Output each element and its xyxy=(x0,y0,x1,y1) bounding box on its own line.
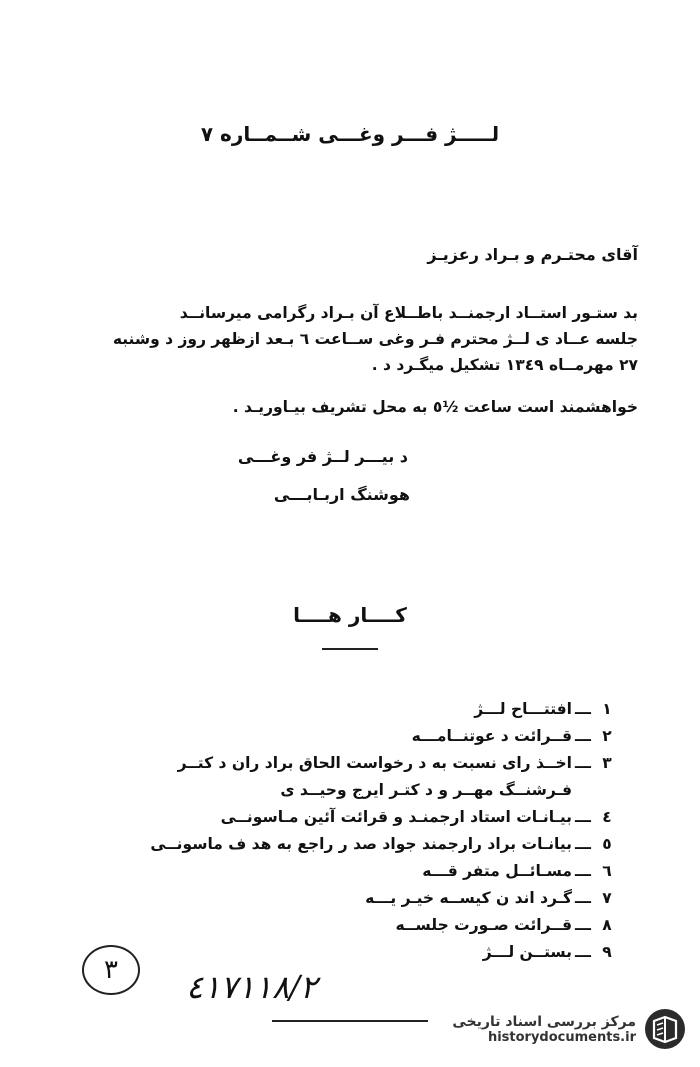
agenda-item-text: مسـائــل متفر قـــه xyxy=(422,862,572,880)
body-line: جلسه عــاد ی لــژ محترم فـر وغی ســاعت ٦ بـعد ازظهر روز د وشنبه xyxy=(112,330,638,348)
agenda-item xyxy=(60,727,620,754)
watermark xyxy=(452,1008,686,1050)
agenda-list xyxy=(60,700,620,970)
watermark-text-fa: مرکز بررسی اسناد تاریخی xyxy=(452,1013,636,1030)
salutation: آقای محتـرم و بـراد رعزیـز xyxy=(427,245,638,264)
agenda-item-dash: ـــ xyxy=(575,808,591,826)
agenda-item-dash: ـــ xyxy=(575,889,591,907)
agenda-item-number: ۱ xyxy=(602,700,612,718)
agenda-item xyxy=(60,916,620,943)
signature-role: د بیـــر لــژ فر وغـــی xyxy=(237,447,408,466)
agenda-item-dash: ـــ xyxy=(575,835,591,853)
signature-name: هوشنگ اربـابـــی xyxy=(273,485,410,504)
agenda-item-continuation xyxy=(60,781,620,808)
agenda-item-text: قــرائت صـورت جلســه xyxy=(395,916,572,934)
agenda-item-number: ۷ xyxy=(602,889,612,907)
agenda-item-dash: ـــ xyxy=(575,943,591,961)
agenda-item-text: بستــن لـــژ xyxy=(482,943,572,961)
agenda-item-dash: ـــ xyxy=(575,862,591,880)
agenda-item-text: بیـانـات استاد ارجمنـد و قرائت آئین مـاسونــی xyxy=(220,808,572,826)
agenda-item-text: افتتـــاح لـــژ xyxy=(474,700,572,718)
page-number-circle xyxy=(82,945,140,995)
watermark-text xyxy=(452,1014,636,1045)
agenda-item-dash: ـــ xyxy=(575,754,591,772)
agenda-heading-underline xyxy=(322,648,378,650)
agenda-item xyxy=(60,700,620,727)
agenda-item xyxy=(60,943,620,970)
request-line: خواهشمند است ساعت ½٥ به محل تشریف بیـاوریـد . xyxy=(232,398,638,416)
body-line: بد ستـور استــاد ارجمنــد باطــلاع آن بـراد رگرامی میرسانــد xyxy=(179,304,638,322)
agenda-item-number: ٤ xyxy=(602,808,612,826)
agenda-item xyxy=(60,808,620,835)
agenda-item-text: بیانـات براد رارجمند جواد صد ر راجع به هد ف ماسونــی xyxy=(150,835,572,853)
agenda-item-number: ۲ xyxy=(602,727,612,745)
agenda-item xyxy=(60,862,620,889)
agenda-item xyxy=(60,754,620,781)
agenda-item-text: گـرد اند ن کیســه خیـر یـــه xyxy=(365,889,572,907)
letter-title: لـــــژ فـــر وغـــی شــمــاره ۷ xyxy=(200,122,500,146)
agenda-item xyxy=(60,835,620,862)
body-text xyxy=(58,300,638,378)
agenda-item xyxy=(60,889,620,916)
agenda-item-dash: ـــ xyxy=(575,727,591,745)
agenda-item-text: اخــذ رای نسبت به د رخواست الحاق براد ران د کتــر xyxy=(177,754,572,772)
watermark-text-en: historydocuments.ir xyxy=(487,1029,636,1045)
agenda-item-number: ۳ xyxy=(602,754,612,772)
agenda-item-text: فـرشنــگ مهــر و د کتـر ایرج وحیــد ی xyxy=(280,781,572,799)
agenda-item-dash: ـــ xyxy=(575,700,591,718)
page-number: ۳ xyxy=(104,955,118,985)
agenda-item-dash: ـــ xyxy=(575,916,591,934)
handwritten-code: ٤١٧١١٨/٢ xyxy=(186,968,318,1006)
archive-logo-icon xyxy=(644,1008,686,1050)
body-line: ۲۷ مهرمــاه ۱۳٤۹ تشکیل میگـرد د . xyxy=(371,356,638,374)
agenda-item-text: قــرائت د عوتنــامـــه xyxy=(411,727,572,745)
agenda-item-number: ٥ xyxy=(602,835,612,853)
bottom-rule xyxy=(272,1020,428,1022)
agenda-item-number: ۸ xyxy=(602,916,612,934)
agenda-item-number: ۹ xyxy=(602,943,612,961)
agenda-heading: کــــار هــــا xyxy=(293,603,407,627)
agenda-item-number: ٦ xyxy=(602,862,612,880)
